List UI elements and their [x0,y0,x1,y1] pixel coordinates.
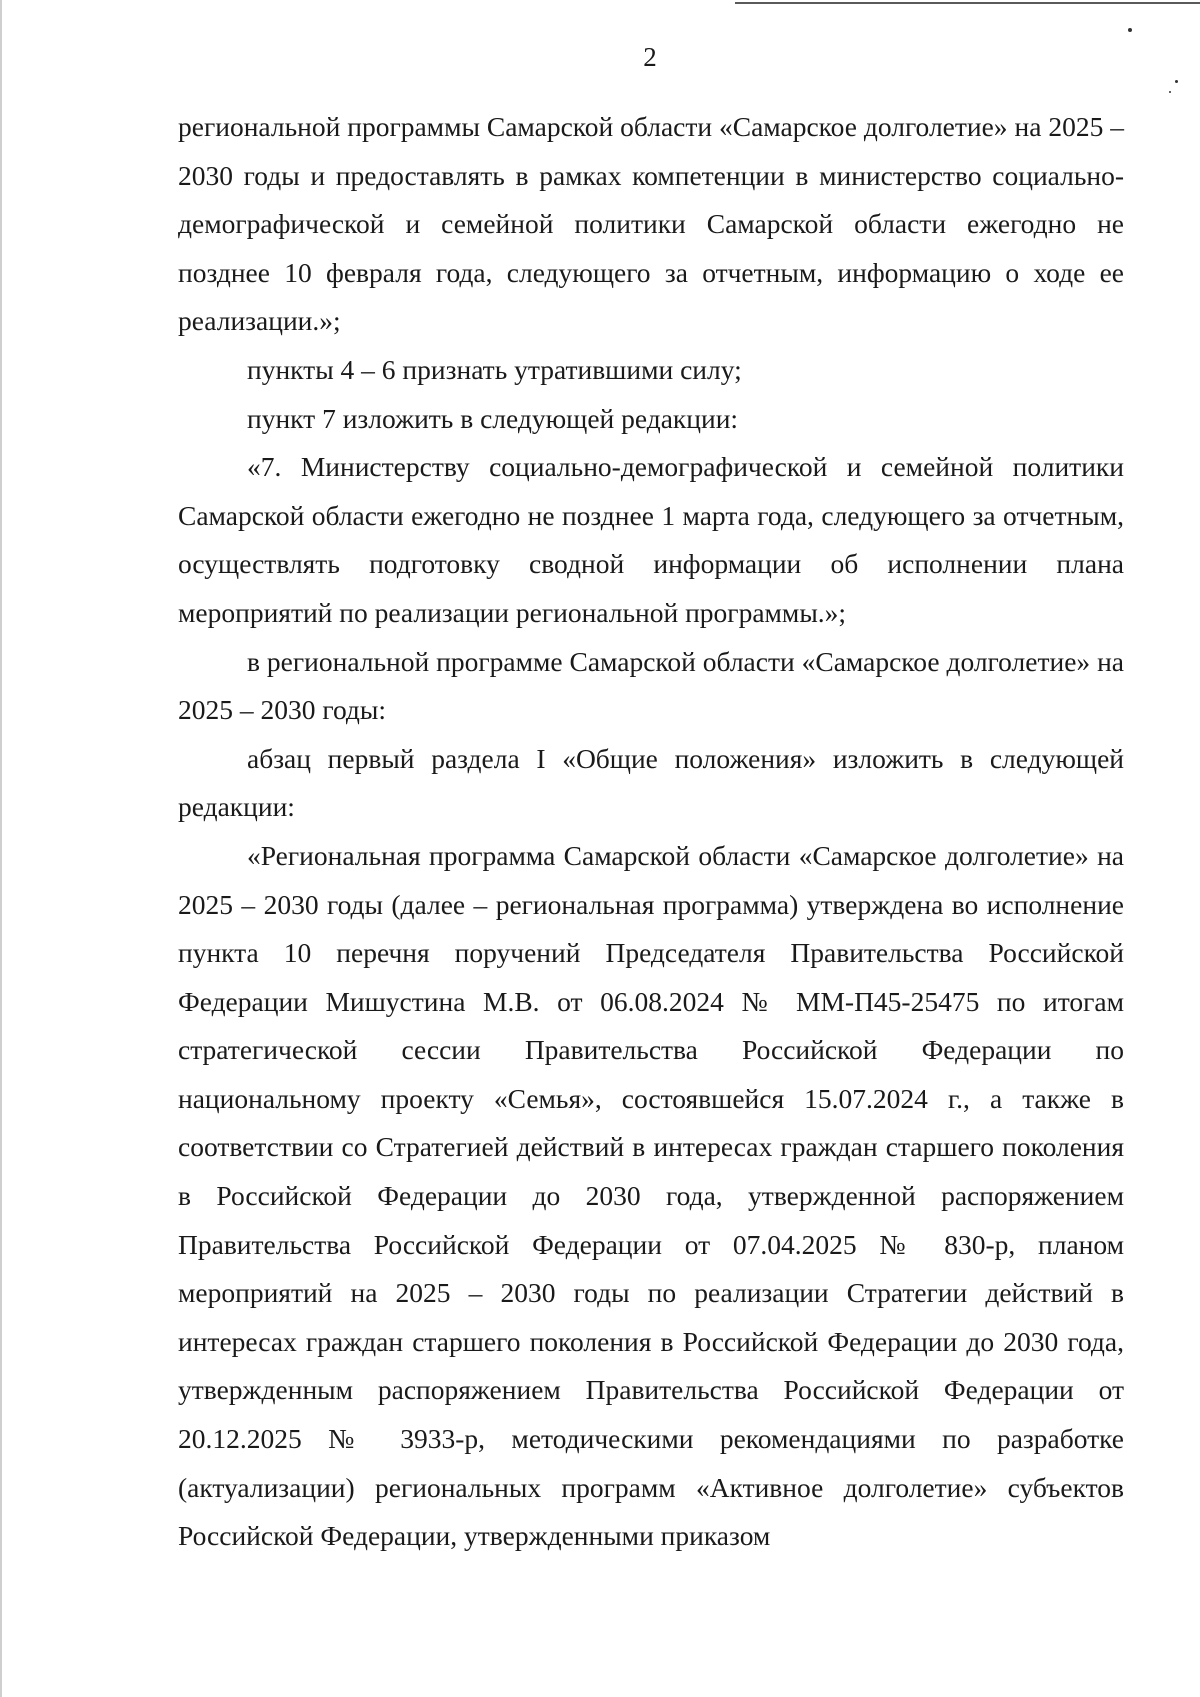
paragraph-continuation: региональной программы Самарской области «Самарское долголетие» на 2025 – 2030 годы и предоставлять в рамках компетенции в министерство социально-демографической и семейной политики Самарской области ежегодно не позднее 10 февраля года, следующего за отчетным, информацию о ходе ее реализации.»; [178,111,1124,337]
scan-speck [1175,80,1178,83]
document-body [178,103,1124,1561]
paragraph-section-i-intro: абзац первый раздела I «Общие положения» изложить в следующей редакции: [178,742,1124,823]
scan-speck [1169,91,1171,93]
paragraph-clauses-repealed: пункты 4 – 6 признать утратившими силу; [247,353,742,385]
page-left-edge [0,0,2,1697]
paragraph-program-intro: в региональной программе Самарской области «Самарское долголетие» на 2025 – 2030 годы: [178,645,1124,726]
paragraph-clause-7-text: «7. Министерству социально-демографической и семейной политики Самарской области ежегодно не позднее 1 марта года, следующего за отчетным, осуществлять подготовку сводной информации об исполнении плана мероприятий по реализации региональной программы.»; [178,451,1124,628]
paragraph-clause-7-intro: пункт 7 изложить в следующей редакции: [247,402,739,434]
scan-top-rule [735,2,1200,4]
page-number: 2 [643,42,657,72]
scan-speck [1128,28,1132,32]
paragraph-section-i-text: «Региональная программа Самарской области «Самарское долголетие» на 2025 – 2030 годы (далее – региональная программа) утверждена во исполнение пункта 10 перечня поручений Председателя Правительства Российской Федерации Мишустина М.В. от 06.08.2024 № ММ-П45-25475 по итогам стратегической сессии Правительства Российской Федерации по национальному проекту «Семья», состоявшейся 15.07.2024 г., а также в соответствии со Стратегией действий в интересах граждан старшего поколения в Российской Федерации до 2030 года, утвержденной распоряжением Правительства Российской Федерации от 07.04.2025 № 830-р, планом мероприятий на 2025 – 2030 годы по реализации Стратегии действий в интересах граждан старшего поколения в Российской Федерации до 2030 года, утвержденным распоряжением Правительства Российской Федерации от 20.12.2025 № 3933-р, методическими рекомендациями по разработке (актуализации) региональных программ «Активное долголетие» субъектов Российской Федерации, утвержденными приказом [178,839,1124,1552]
